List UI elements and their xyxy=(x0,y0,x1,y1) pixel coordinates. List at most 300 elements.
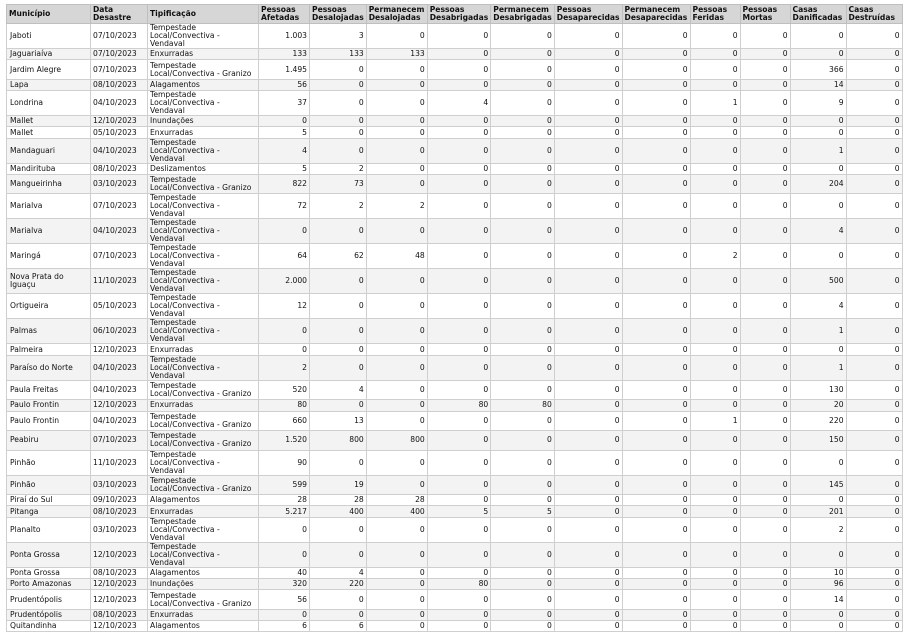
cell-value: 0 xyxy=(846,116,902,127)
cell-value: 0 xyxy=(846,380,902,400)
table-row xyxy=(7,450,903,475)
cell-value: 0 xyxy=(366,219,427,244)
cell-value: 6 xyxy=(259,621,310,632)
cell-value: 4 xyxy=(259,138,310,163)
cell-value: 2.000 xyxy=(259,269,310,294)
cell-value: 0 xyxy=(554,450,622,475)
cell-value: 0 xyxy=(790,621,846,632)
table-row xyxy=(7,475,903,495)
cell-value: 0 xyxy=(259,116,310,127)
cell-value: 0 xyxy=(491,609,555,620)
cell-value: 0 xyxy=(427,49,491,60)
cell-value: 0 xyxy=(491,174,555,194)
cell-tipificacao: Tempestade Local/Convectiva - Vendaval xyxy=(148,244,259,269)
cell-value: 0 xyxy=(622,60,690,80)
cell-value: 0 xyxy=(366,319,427,344)
table-row xyxy=(7,517,903,542)
cell-value: 0 xyxy=(310,517,367,542)
cell-value: 1 xyxy=(790,319,846,344)
table-row xyxy=(7,79,903,90)
cell-value: 0 xyxy=(491,578,555,589)
cell-value: 5 xyxy=(259,163,310,174)
cell-value: 48 xyxy=(366,244,427,269)
table-row xyxy=(7,567,903,578)
cell-value: 0 xyxy=(846,609,902,620)
cell-tipificacao: Enxurradas xyxy=(148,609,259,620)
cell-value: 0 xyxy=(554,590,622,610)
cell-value: 0 xyxy=(259,319,310,344)
cell-value: 0 xyxy=(491,621,555,632)
cell-value: 0 xyxy=(554,127,622,138)
cell-value: 0 xyxy=(622,411,690,431)
cell-value: 0 xyxy=(846,138,902,163)
cell-value: 0 xyxy=(690,380,740,400)
cell-value: 90 xyxy=(259,450,310,475)
cell-municipio: Planalto xyxy=(7,517,91,542)
cell-municipio: Piraí do Sul xyxy=(7,495,91,506)
cell-data: 03/10/2023 xyxy=(91,517,148,542)
cell-value: 0 xyxy=(690,450,740,475)
cell-value: 0 xyxy=(366,24,427,49)
cell-value: 150 xyxy=(790,431,846,451)
cell-value: 0 xyxy=(554,174,622,194)
cell-tipificacao: Tempestade Local/Convectiva - Vendaval xyxy=(148,517,259,542)
table-row xyxy=(7,194,903,219)
cell-value: 64 xyxy=(259,244,310,269)
cell-value: 0 xyxy=(790,344,846,355)
cell-value: 1 xyxy=(690,411,740,431)
cell-value: 0 xyxy=(790,49,846,60)
cell-value: 0 xyxy=(690,127,740,138)
cell-value: 0 xyxy=(690,269,740,294)
cell-tipificacao: Enxurradas xyxy=(148,127,259,138)
cell-value: 0 xyxy=(491,411,555,431)
cell-value: 0 xyxy=(554,567,622,578)
cell-value: 0 xyxy=(622,49,690,60)
cell-value: 0 xyxy=(622,542,690,567)
cell-value: 0 xyxy=(622,344,690,355)
cell-tipificacao: Inundações xyxy=(148,578,259,589)
table-row xyxy=(7,319,903,344)
cell-data: 12/10/2023 xyxy=(91,400,148,411)
cell-value: 0 xyxy=(427,294,491,319)
cell-value: 28 xyxy=(366,495,427,506)
cell-municipio: Pinhão xyxy=(7,450,91,475)
cell-value: 0 xyxy=(491,344,555,355)
cell-value: 0 xyxy=(427,621,491,632)
cell-value: 0 xyxy=(366,60,427,80)
table-row xyxy=(7,269,903,294)
table-row xyxy=(7,24,903,49)
cell-municipio: Palmas xyxy=(7,319,91,344)
col-pessoas-desalojadas: Pessoas Desalojadas xyxy=(310,5,367,24)
cell-value: 0 xyxy=(554,194,622,219)
cell-value: 0 xyxy=(427,590,491,610)
col-permanecem-desabrigadas: Permanecem Desabrigadas xyxy=(491,5,555,24)
cell-value: 0 xyxy=(622,450,690,475)
cell-value: 0 xyxy=(740,79,790,90)
cell-value: 56 xyxy=(259,590,310,610)
cell-value: 2 xyxy=(259,355,310,380)
cell-value: 0 xyxy=(310,319,367,344)
cell-value: 0 xyxy=(740,244,790,269)
cell-municipio: Paulo Frontin xyxy=(7,411,91,431)
cell-tipificacao: Tempestade Local/Convectiva - Vendaval xyxy=(148,294,259,319)
cell-tipificacao: Enxurradas xyxy=(148,49,259,60)
cell-data: 11/10/2023 xyxy=(91,450,148,475)
cell-value: 0 xyxy=(427,219,491,244)
cell-tipificacao: Tempestade Local/Convectiva - Vendaval xyxy=(148,450,259,475)
cell-tipificacao: Enxurradas xyxy=(148,400,259,411)
cell-value: 0 xyxy=(790,244,846,269)
cell-value: 0 xyxy=(366,567,427,578)
cell-value: 0 xyxy=(622,244,690,269)
cell-tipificacao: Tempestade Local/Convectiva - Vendaval xyxy=(148,269,259,294)
cell-value: 0 xyxy=(259,542,310,567)
cell-value: 0 xyxy=(846,542,902,567)
cell-value: 0 xyxy=(790,24,846,49)
cell-data: 04/10/2023 xyxy=(91,138,148,163)
cell-value: 0 xyxy=(690,49,740,60)
cell-value: 0 xyxy=(740,219,790,244)
cell-value: 0 xyxy=(846,91,902,116)
cell-value: 0 xyxy=(740,590,790,610)
cell-value: 0 xyxy=(427,194,491,219)
cell-value: 0 xyxy=(740,163,790,174)
cell-tipificacao: Tempestade Local/Convectiva - Vendaval xyxy=(148,138,259,163)
cell-value: 0 xyxy=(846,194,902,219)
cell-municipio: Jaguariaíva xyxy=(7,49,91,60)
cell-value: 0 xyxy=(554,116,622,127)
cell-value: 0 xyxy=(690,495,740,506)
cell-value: 0 xyxy=(622,269,690,294)
cell-value: 0 xyxy=(622,219,690,244)
cell-value: 0 xyxy=(846,475,902,495)
cell-value: 0 xyxy=(491,517,555,542)
cell-value: 0 xyxy=(846,431,902,451)
cell-value: 0 xyxy=(622,194,690,219)
cell-value: 0 xyxy=(366,590,427,610)
cell-value: 0 xyxy=(846,319,902,344)
cell-value: 0 xyxy=(690,116,740,127)
cell-value: 0 xyxy=(740,60,790,80)
cell-value: 0 xyxy=(554,475,622,495)
cell-value: 0 xyxy=(622,127,690,138)
cell-value: 0 xyxy=(366,163,427,174)
cell-value: 0 xyxy=(554,621,622,632)
col-permanecem-desaparecidas: Permanecem Desaparecidas xyxy=(622,5,690,24)
col-pessoas-afetadas: Pessoas Afetadas xyxy=(259,5,310,24)
cell-tipificacao: Tempestade Local/Convectiva - Vendaval xyxy=(148,24,259,49)
cell-value: 0 xyxy=(427,411,491,431)
cell-value: 0 xyxy=(427,116,491,127)
cell-value: 400 xyxy=(366,506,427,517)
cell-value: 0 xyxy=(554,506,622,517)
cell-value: 0 xyxy=(491,138,555,163)
cell-value: 0 xyxy=(622,355,690,380)
cell-value: 0 xyxy=(427,244,491,269)
cell-tipificacao: Tempestade Local/Convectiva - Granizo xyxy=(148,174,259,194)
cell-value: 0 xyxy=(690,590,740,610)
table-row xyxy=(7,609,903,620)
cell-municipio: Nova Prata do Iguaçu xyxy=(7,269,91,294)
cell-value: 0 xyxy=(846,578,902,589)
cell-value: 0 xyxy=(740,24,790,49)
cell-value: 0 xyxy=(690,344,740,355)
cell-value: 0 xyxy=(491,431,555,451)
cell-value: 0 xyxy=(366,138,427,163)
cell-value: 0 xyxy=(690,621,740,632)
cell-value: 0 xyxy=(740,450,790,475)
cell-value: 0 xyxy=(491,244,555,269)
cell-value: 0 xyxy=(427,495,491,506)
cell-value: 0 xyxy=(554,344,622,355)
cell-value: 0 xyxy=(554,49,622,60)
cell-tipificacao: Alagamentos xyxy=(148,567,259,578)
cell-value: 0 xyxy=(740,567,790,578)
cell-value: 1.003 xyxy=(259,24,310,49)
col-casas-danificadas: Casas Danificadas xyxy=(790,5,846,24)
cell-municipio: Ponta Grossa xyxy=(7,567,91,578)
cell-value: 4 xyxy=(310,567,367,578)
cell-value: 0 xyxy=(740,578,790,589)
cell-municipio: Mandaguari xyxy=(7,138,91,163)
cell-municipio: Peabiru xyxy=(7,431,91,451)
cell-value: 0 xyxy=(491,91,555,116)
cell-value: 4 xyxy=(310,380,367,400)
cell-value: 0 xyxy=(690,506,740,517)
cell-value: 0 xyxy=(491,542,555,567)
cell-value: 0 xyxy=(690,475,740,495)
cell-municipio: Mandirituba xyxy=(7,163,91,174)
cell-value: 2 xyxy=(690,244,740,269)
cell-value: 0 xyxy=(790,116,846,127)
cell-value: 0 xyxy=(310,590,367,610)
cell-value: 0 xyxy=(366,475,427,495)
cell-value: 0 xyxy=(622,495,690,506)
cell-value: 0 xyxy=(622,578,690,589)
cell-value: 0 xyxy=(310,138,367,163)
cell-value: 0 xyxy=(310,269,367,294)
cell-value: 40 xyxy=(259,567,310,578)
cell-value: 0 xyxy=(740,344,790,355)
cell-tipificacao: Deslizamentos xyxy=(148,163,259,174)
table-row xyxy=(7,590,903,610)
cell-municipio: Porto Amazonas xyxy=(7,578,91,589)
cell-value: 0 xyxy=(790,542,846,567)
cell-tipificacao: Inundações xyxy=(148,116,259,127)
cell-value: 0 xyxy=(427,79,491,90)
cell-value: 0 xyxy=(491,116,555,127)
cell-value: 0 xyxy=(740,116,790,127)
cell-value: 5.217 xyxy=(259,506,310,517)
cell-value: 1 xyxy=(790,138,846,163)
cell-value: 0 xyxy=(846,269,902,294)
cell-value: 0 xyxy=(622,294,690,319)
cell-value: 0 xyxy=(366,355,427,380)
cell-tipificacao: Tempestade Local/Convectiva - Granizo xyxy=(148,475,259,495)
table-row xyxy=(7,578,903,589)
cell-value: 0 xyxy=(846,60,902,80)
cell-value: 0 xyxy=(366,79,427,90)
cell-value: 3 xyxy=(310,24,367,49)
cell-value: 0 xyxy=(740,269,790,294)
cell-value: 220 xyxy=(790,411,846,431)
cell-value: 0 xyxy=(310,400,367,411)
cell-value: 12 xyxy=(259,294,310,319)
cell-value: 0 xyxy=(554,60,622,80)
table-row xyxy=(7,138,903,163)
cell-value: 0 xyxy=(740,506,790,517)
cell-value: 2 xyxy=(790,517,846,542)
cell-data: 03/10/2023 xyxy=(91,174,148,194)
cell-tipificacao: Alagamentos xyxy=(148,621,259,632)
col-pessoas-desabrigadas: Pessoas Desabrigadas xyxy=(427,5,491,24)
cell-municipio: Mallet xyxy=(7,116,91,127)
table-row xyxy=(7,400,903,411)
cell-value: 130 xyxy=(790,380,846,400)
cell-value: 9 xyxy=(790,91,846,116)
table-row xyxy=(7,174,903,194)
cell-municipio: Londrina xyxy=(7,91,91,116)
cell-value: 0 xyxy=(846,24,902,49)
cell-value: 0 xyxy=(690,431,740,451)
cell-value: 0 xyxy=(427,344,491,355)
cell-value: 0 xyxy=(491,475,555,495)
cell-value: 0 xyxy=(846,567,902,578)
table-row xyxy=(7,431,903,451)
cell-value: 0 xyxy=(366,380,427,400)
cell-value: 0 xyxy=(427,319,491,344)
cell-value: 0 xyxy=(740,542,790,567)
cell-value: 599 xyxy=(259,475,310,495)
cell-value: 0 xyxy=(690,294,740,319)
cell-value: 72 xyxy=(259,194,310,219)
cell-municipio: Ortigueira xyxy=(7,294,91,319)
cell-tipificacao: Tempestade Local/Convectiva - Vendaval xyxy=(148,194,259,219)
cell-value: 0 xyxy=(427,60,491,80)
cell-value: 62 xyxy=(310,244,367,269)
cell-data: 12/10/2023 xyxy=(91,578,148,589)
cell-value: 0 xyxy=(740,380,790,400)
cell-municipio: Prudentópolis xyxy=(7,590,91,610)
col-municipio: Município xyxy=(7,5,91,24)
cell-value: 0 xyxy=(310,344,367,355)
cell-value: 0 xyxy=(427,127,491,138)
cell-value: 37 xyxy=(259,91,310,116)
cell-value: 28 xyxy=(310,495,367,506)
cell-value: 0 xyxy=(554,79,622,90)
cell-value: 0 xyxy=(690,319,740,344)
cell-value: 0 xyxy=(622,567,690,578)
cell-value: 28 xyxy=(259,495,310,506)
cell-value: 0 xyxy=(259,344,310,355)
cell-data: 04/10/2023 xyxy=(91,219,148,244)
cell-value: 80 xyxy=(259,400,310,411)
cell-value: 0 xyxy=(622,163,690,174)
table-row xyxy=(7,127,903,138)
cell-data: 05/10/2023 xyxy=(91,127,148,138)
cell-value: 0 xyxy=(846,344,902,355)
cell-value: 0 xyxy=(690,355,740,380)
table-row xyxy=(7,49,903,60)
cell-value: 0 xyxy=(554,400,622,411)
cell-value: 0 xyxy=(846,79,902,90)
cell-data: 04/10/2023 xyxy=(91,355,148,380)
cell-value: 0 xyxy=(310,219,367,244)
table-row xyxy=(7,294,903,319)
cell-data: 04/10/2023 xyxy=(91,91,148,116)
cell-value: 0 xyxy=(259,517,310,542)
col-pessoas-desaparecidas: Pessoas Desaparecidas xyxy=(554,5,622,24)
cell-data: 08/10/2023 xyxy=(91,506,148,517)
cell-value: 0 xyxy=(310,542,367,567)
cell-value: 800 xyxy=(310,431,367,451)
cell-value: 0 xyxy=(427,542,491,567)
cell-value: 0 xyxy=(554,163,622,174)
cell-value: 4 xyxy=(790,294,846,319)
cell-value: 0 xyxy=(846,49,902,60)
cell-value: 0 xyxy=(554,517,622,542)
cell-value: 2 xyxy=(310,163,367,174)
cell-value: 0 xyxy=(690,219,740,244)
cell-value: 0 xyxy=(554,411,622,431)
cell-value: 0 xyxy=(622,431,690,451)
cell-value: 0 xyxy=(366,411,427,431)
cell-value: 5 xyxy=(259,127,310,138)
cell-value: 0 xyxy=(554,495,622,506)
cell-value: 14 xyxy=(790,79,846,90)
cell-value: 0 xyxy=(491,495,555,506)
cell-value: 0 xyxy=(491,60,555,80)
cell-municipio: Paula Freitas xyxy=(7,380,91,400)
cell-value: 0 xyxy=(622,506,690,517)
cell-value: 0 xyxy=(310,294,367,319)
table-row xyxy=(7,411,903,431)
cell-municipio: Paulo Frontin xyxy=(7,400,91,411)
cell-value: 19 xyxy=(310,475,367,495)
cell-value: 0 xyxy=(366,127,427,138)
cell-value: 0 xyxy=(491,567,555,578)
cell-value: 0 xyxy=(491,590,555,610)
table-row xyxy=(7,344,903,355)
cell-data: 07/10/2023 xyxy=(91,60,148,80)
cell-value: 0 xyxy=(310,79,367,90)
cell-tipificacao: Tempestade Local/Convectiva - Granizo xyxy=(148,411,259,431)
cell-value: 0 xyxy=(554,91,622,116)
cell-municipio: Mangueirinha xyxy=(7,174,91,194)
cell-municipio: Marialva xyxy=(7,219,91,244)
table-row xyxy=(7,495,903,506)
cell-value: 0 xyxy=(622,138,690,163)
cell-data: 05/10/2023 xyxy=(91,294,148,319)
cell-value: 0 xyxy=(491,219,555,244)
cell-value: 0 xyxy=(740,294,790,319)
cell-tipificacao: Tempestade Local/Convectiva - Vendaval xyxy=(148,542,259,567)
cell-value: 0 xyxy=(491,194,555,219)
cell-value: 0 xyxy=(846,495,902,506)
cell-value: 0 xyxy=(554,542,622,567)
table-row xyxy=(7,244,903,269)
cell-value: 0 xyxy=(622,24,690,49)
cell-value: 0 xyxy=(740,319,790,344)
col-data-desastre: Data Desastre xyxy=(91,5,148,24)
cell-value: 0 xyxy=(366,344,427,355)
cell-value: 0 xyxy=(427,380,491,400)
cell-tipificacao: Tempestade Local/Convectiva - Granizo xyxy=(148,431,259,451)
cell-municipio: Quitandinha xyxy=(7,621,91,632)
cell-value: 0 xyxy=(310,355,367,380)
